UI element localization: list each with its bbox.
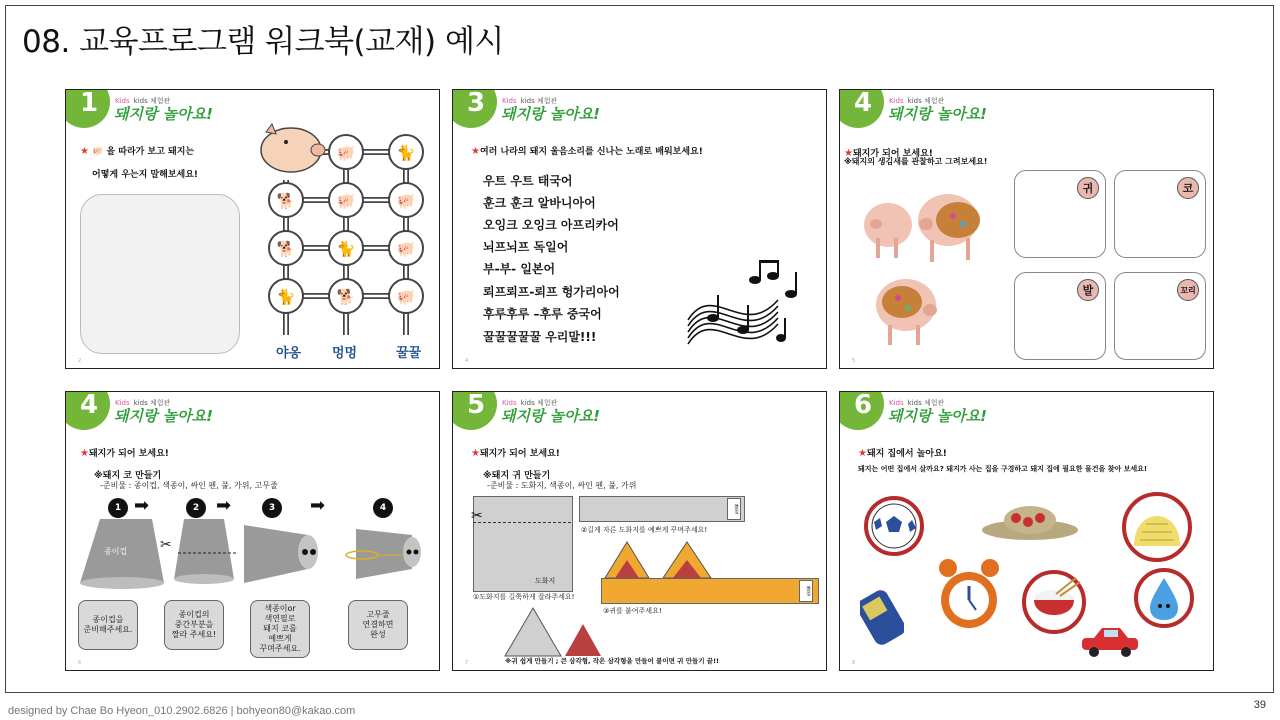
step3-caption: ③귀를 붙여주세요! [603, 607, 662, 615]
series-title: 돼지랑 놀아요! [114, 407, 214, 425]
step-number: 3 [467, 89, 486, 118]
instruction-line2: 어떻게 우는지 말해보세요! [92, 170, 199, 180]
step-dot: 3 [262, 498, 282, 518]
step-caption: 고무줄 연결하면 완성 [348, 600, 408, 650]
pig-icon: 🐖 [92, 147, 104, 157]
sub-instruction: ※돼지의 생김새를 관찰하고 그려보세요! [844, 157, 988, 166]
glue-tag: 풀칠 [799, 580, 813, 602]
pig-photos [858, 180, 1018, 360]
instruction: ★돼지가 되어 보세요! [844, 148, 933, 159]
arrow-right-icon: ➡ [134, 495, 150, 516]
brand-logo: Kids kids 체험관 [502, 97, 558, 105]
step-number: 4 [854, 89, 873, 118]
svg-text:🐖: 🐖 [396, 288, 416, 306]
sound-label: 멍멍 [332, 346, 358, 361]
clock-item [936, 552, 1002, 638]
sound-label: 꿀꿀 [396, 346, 422, 361]
svg-text:🐈: 🐈 [396, 144, 416, 162]
brand-logo: Kids kids 체험관 [889, 97, 945, 105]
slide-footnote: 5 [852, 358, 856, 364]
step-number: 4 [80, 391, 99, 420]
step-dot: 1 [108, 498, 128, 518]
credit-footer: designed by Chae Bo Hyeon_010.2902.6826 | bohyeon80@kakao.com [8, 705, 356, 717]
series-title: 돼지랑 놀아요! [114, 105, 214, 123]
instruction: ★돼지 집에서 놀아요! [858, 448, 947, 459]
svg-text:🐖: 🐖 [396, 192, 416, 210]
tip-note: ※귀 쉽게 만들기 ; 큰 삼각형, 작은 삼각형을 만들어 붙이면 귀 만들기 끝!! [505, 657, 720, 665]
answer-box [80, 194, 240, 354]
materials: -준비물 : 종이컵, 색종이, 싸인 펜, 풀, 가위, 고무줄 [100, 481, 278, 490]
slide-footnote: 6 [78, 660, 82, 666]
step-caption: 종이컵의 중간부분을 짤라 주세요! [164, 600, 224, 650]
phone-item [860, 588, 904, 646]
star-icon: ★ [80, 448, 89, 459]
arrow-right-icon: ➡ [216, 495, 232, 516]
song-line: 오잉크 오잉크 아프리카어 [483, 218, 619, 232]
slide-5 [452, 391, 827, 671]
svg-text:🐖: 🐖 [336, 192, 356, 210]
slide-footnote: 4 [465, 358, 469, 364]
cut-line [473, 522, 571, 523]
section-heading: ※돼지 코 만들기 [94, 471, 162, 481]
body-part-tag: 꼬리 [1177, 279, 1199, 301]
step-number: 5 [467, 391, 486, 420]
ball-item [864, 496, 924, 556]
song-line: 뇌프뇌프 독일어 [483, 240, 569, 254]
brand-logo: Kids kids 체험관 [889, 399, 945, 407]
svg-text:🐖: 🐖 [336, 144, 356, 162]
section-heading: ※돼지 귀 만들기 [483, 471, 551, 481]
slide-3 [839, 89, 1214, 369]
page-title: 08. 교육프로그램 워크북(교재) 예시 [22, 24, 504, 60]
slide-1 [65, 89, 440, 369]
headband-strip [601, 578, 819, 604]
page-number: 39 [1253, 699, 1266, 711]
brand-logo: Kids kids 체험관 [115, 399, 171, 407]
triangle-examples [503, 606, 613, 658]
step1-caption: ①도화지를 길쭉하게 잘라주세요! [473, 593, 575, 601]
drawing-box [1014, 272, 1106, 360]
body-part-tag: 코 [1177, 177, 1199, 199]
cup-steps-illustration [78, 517, 438, 592]
maze-diagram [246, 120, 436, 350]
brand-logo: Kids kids 체험관 [115, 97, 171, 105]
svg-text:🐖: 🐖 [396, 240, 416, 258]
car-item [1080, 624, 1140, 658]
svg-text:🐕: 🐕 [276, 192, 296, 210]
slide-footnote: 2 [78, 358, 82, 364]
series-title: 돼지랑 놀아요! [888, 407, 988, 425]
glue-tag: 풀칠 [727, 498, 741, 520]
svg-text:🐈: 🐈 [276, 288, 296, 306]
drawing-box [1114, 170, 1206, 258]
step2-caption: ②길게 자른 도화지를 예쁘게 꾸며주세요! [581, 526, 708, 534]
instruction: ★돼지가 되어 보세요! [471, 448, 560, 459]
drawing-box [1014, 170, 1106, 258]
series-title: 돼지랑 놀아요! [888, 105, 988, 123]
scissors-icon: ✂ [471, 508, 483, 524]
body-part-tag: 발 [1077, 279, 1099, 301]
water-drop-item [1134, 568, 1194, 628]
arrow-right-icon: ➡ [310, 495, 326, 516]
ear-triangles [601, 538, 725, 580]
cup-label: 종이컵 [104, 547, 128, 556]
star-icon: ★ [471, 146, 480, 157]
slide-2 [452, 89, 827, 369]
series-title: 돼지랑 놀아요! [501, 105, 601, 123]
paper-strip [579, 496, 745, 522]
brand-logo: Kids kids 체험관 [502, 399, 558, 407]
song-line: 우트 우트 태국어 [483, 174, 573, 188]
svg-text:🐈: 🐈 [336, 240, 356, 258]
instruction: ★돼지가 되어 보세요! [80, 448, 169, 459]
song-line: 꿀꿀꿀꿀꿀 우리말!!! [483, 330, 597, 344]
series-title: 돼지랑 놀아요! [501, 407, 601, 425]
paper-sheet [473, 496, 573, 592]
song-line: 후루후루 –후루 중국어 [483, 307, 602, 321]
step-number: 1 [80, 89, 99, 118]
svg-text:✂: ✂ [160, 537, 172, 553]
svg-text:🐕: 🐕 [336, 288, 356, 306]
step-dot: 4 [373, 498, 393, 518]
svg-text:🐕: 🐕 [276, 240, 296, 258]
materials: -준비물 : 도화지, 색종이, 싸인 펜, 풀, 가위 [487, 481, 637, 490]
instruction-line1: ★ 🐖 을 따라가 보고 돼지는 [80, 146, 195, 157]
step-dot: 2 [186, 498, 206, 518]
star-icon: ★ [844, 148, 853, 159]
song-line: 부-부- 일본어 [483, 262, 556, 276]
step-number: 6 [854, 391, 873, 420]
sub-instruction: 돼지는 어떤 집에서 살까요? 돼지가 사는 집을 구경하고 돼지 집에 필요한 물건을 찾아 보세요! [858, 465, 1148, 473]
straw-item [1122, 492, 1192, 562]
star-icon: ★ [858, 448, 867, 459]
music-notes-icon [683, 260, 813, 355]
hat-item [980, 502, 1080, 542]
slide-footnote: 7 [465, 660, 469, 666]
slide-footnote: 8 [852, 660, 856, 666]
paper-label: 도화지 [535, 577, 556, 585]
body-part-tag: 귀 [1077, 177, 1099, 199]
song-line: 뢰프뢰프-뢰프 헝가리아어 [483, 285, 620, 299]
slide-6 [839, 391, 1214, 671]
drawing-box [1114, 272, 1206, 360]
slide-4 [65, 391, 440, 671]
step-caption: 종이컵을 준비해주세요. [78, 600, 138, 650]
star-icon: ★ [80, 146, 89, 157]
song-line: 훈크 훈크 알바니아어 [483, 196, 596, 210]
step-caption: 색종이or 색연필로 돼지 코를 예쁘게 꾸며주세요. [250, 600, 310, 658]
sound-label: 야옹 [276, 346, 302, 361]
rice-bowl-item [1022, 570, 1086, 634]
star-icon: ★ [471, 448, 480, 459]
instruction: ★여러 나라의 돼지 울음소리를 신나는 노래로 배워보세요! [471, 146, 703, 157]
